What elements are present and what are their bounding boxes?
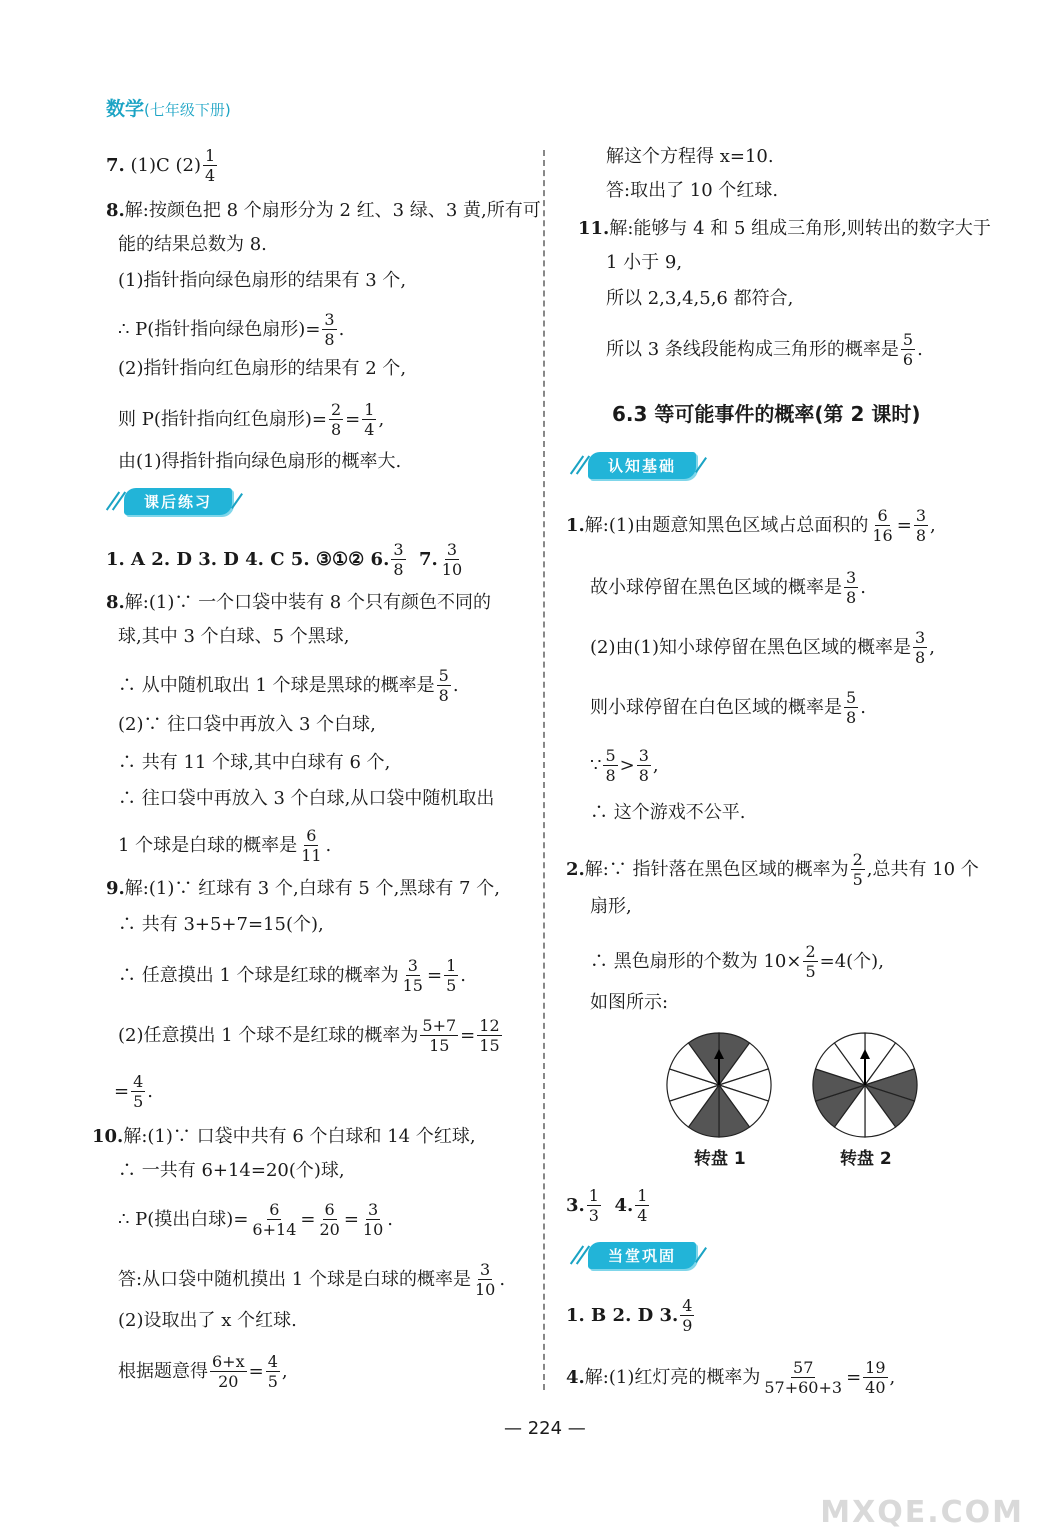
fraction: $\frac{57}{57+60+3}$	[764, 1358, 843, 1397]
spinner-1-figure	[664, 1030, 774, 1140]
fraction: $\frac{3}{8}$	[393, 540, 404, 579]
q8a-line-4: ∴ P(指针指向绿色扇形)= $\frac{3}{8}$ .	[118, 310, 345, 349]
fraction: $\frac{12}{15}$	[479, 1016, 500, 1055]
slash-decoration	[572, 1240, 588, 1270]
fraction: $\frac{2}{5}$	[805, 942, 816, 981]
right-line-1: 解这个方程得 x=10.	[606, 146, 774, 167]
q9-line-4: (2)任意摸出 1 个球不是红球的概率为 $\frac{5+7}{15}$ = $\frac{12}{15}$	[118, 1016, 500, 1055]
banner-basic-knowledge: 认知基础	[572, 450, 712, 480]
fraction: $\frac{3}{8}$	[915, 506, 926, 545]
banner-in-class-review: 当堂巩固	[572, 1240, 712, 1270]
p2-line-1: 2. 解:∵ 指针落在黑色区域的概率为 $\frac{2}{5}$ ,总共有 10 个	[566, 850, 979, 889]
p2-line-2: 扇形,	[590, 896, 632, 917]
p1-line-5: ∵ $\frac{5}{8}$ > $\frac{3}{8}$ ,	[590, 746, 659, 785]
slash-decoration	[108, 486, 124, 516]
fraction: $\frac{5+7}{15}$	[422, 1016, 457, 1055]
fraction: $\frac{6}{6+14}$	[252, 1200, 297, 1239]
fraction: $\frac{3}{8}$	[324, 310, 335, 349]
q8b-line-3: ∴ 从中随机取出 1 个球是黑球的概率是 $\frac{5}{8}$ .	[118, 666, 459, 705]
q9-line-1: 9. 解:(1)∵ 红球有 3 个,白球有 5 个,黑球有 7 个,	[106, 878, 500, 899]
q8a-line-6: 则 P(指针指向红色扇形)= $\frac{2}{8}$ = $\frac{1}{4}$ ,	[118, 400, 385, 439]
section-title: 6.3 等可能事件的概率(第 2 课时)	[612, 402, 921, 426]
q8b-line-1: 8. 解:(1)∵ 一个口袋中装有 8 个只有颜色不同的	[106, 592, 491, 613]
fraction: $\frac{3}{10}$	[362, 1200, 384, 1239]
p1-line-3: (2)由(1)知小球停留在黑色区域的概率是 $\frac{3}{8}$ ,	[590, 628, 935, 667]
fraction: $\frac{2}{5}$	[852, 850, 863, 889]
q10-line-6: 根据题意得 $\frac{6+x}{20}$ = $\frac{4}{5}$ ,	[118, 1352, 288, 1391]
fraction: $\frac{1}{4}$	[205, 146, 216, 185]
p2-line-4: 如图所示:	[590, 992, 669, 1013]
q9-line-5: = $\frac{4}{5}$ .	[114, 1072, 154, 1111]
fraction: $\frac{6+x}{20}$	[212, 1352, 245, 1391]
q10-line-2: ∴ 一共有 6+14=20(个)球,	[118, 1160, 345, 1181]
fraction: $\frac{3}{8}$	[638, 746, 649, 785]
fraction: $\frac{5}{6}$	[902, 330, 914, 369]
q8b-line-5: ∴ 共有 11 个球,其中白球有 6 个,	[118, 752, 391, 773]
q10-line-1: 10. 解:(1)∵ 口袋中共有 6 个白球和 14 个红球,	[92, 1126, 476, 1147]
q10-line-3: ∴ P(摸出白球)= $\frac{6}{6+14}$ = $\frac{6}{20}$ = $\frac{3}{10}$ .	[118, 1200, 394, 1239]
column-divider	[543, 150, 545, 1390]
slash-decoration	[696, 450, 712, 480]
fraction: $\frac{1}{3}$	[588, 1186, 599, 1225]
q8a-line-2: 能的结果总数为 8.	[118, 234, 267, 255]
header-grade: (七年级下册)	[144, 101, 231, 119]
answers-row-2: 1. B 2. D 3. $\frac{4}{9}$	[566, 1296, 693, 1335]
fraction: $\frac{5}{8}$	[605, 746, 616, 785]
fraction: $\frac{6}{16}$	[872, 506, 893, 545]
fraction: $\frac{19}{40}$	[865, 1358, 886, 1397]
q8b-line-2: 球,其中 3 个白球、5 个黑球,	[118, 626, 350, 647]
q8a-line-3: (1)指针指向绿色扇形的结果有 3 个,	[118, 270, 407, 291]
q9-line-2: ∴ 共有 3+5+7=15(个),	[118, 914, 324, 935]
q7-line: 7. (1)C (2) $\frac{1}{4}$	[106, 146, 216, 185]
q8b-line-4: (2)∵ 往口袋中再放入 3 个白球,	[118, 714, 376, 735]
answers-3-4: 3. $\frac{1}{3}$ 4. $\frac{1}{4}$	[566, 1186, 648, 1225]
p2-line-3: ∴ 黑色扇形的个数为 10× $\frac{2}{5}$ =4(个),	[590, 942, 884, 981]
slash-decoration	[232, 486, 248, 516]
q8a-line-1: 8. 解:按颜色把 8 个扇形分为 2 红、3 绿、3 黄,所有可	[106, 200, 541, 221]
p1-line-2: 故小球停留在黑色区域的概率是 $\frac{3}{8}$ .	[590, 568, 866, 607]
fraction: $\frac{3}{8}$	[846, 568, 857, 607]
q11-line-1: 11. 解:能够与 4 和 5 组成三角形,则转出的数字大于	[578, 218, 991, 239]
q11-line-3: 所以 2,3,4,5,6 都符合,	[606, 288, 794, 309]
fraction: $\frac{3}{15}$	[402, 956, 423, 995]
slash-decoration	[572, 450, 588, 480]
header-subject: 数学	[106, 98, 145, 120]
fraction: $\frac{5}{8}$	[438, 666, 449, 705]
page-number: — 224 —	[504, 1418, 586, 1439]
q10-line-5: (2)设取出了 x 个红球.	[118, 1310, 297, 1331]
fraction: $\frac{6}{11}$	[301, 826, 322, 865]
q8b-line-7: 1 个球是白球的概率是 $\frac{6}{11}$ .	[118, 826, 332, 865]
banner-after-class: 课后练习	[108, 486, 248, 516]
p1-line-1: 1. 解:(1)由题意知黑色区域占总面积的 $\frac{6}{16}$ = $\frac{3}{8}$ ,	[566, 506, 936, 545]
q8a-line-5: (2)指针指向红色扇形的结果有 2 个,	[118, 358, 407, 379]
watermark: MXQE.COM	[820, 1495, 1024, 1530]
q8b-line-6: ∴ 往口袋中再放入 3 个白球,从口袋中随机取出	[118, 788, 495, 809]
p4-line-1: 4. 解:(1)红灯亮的概率为 $\frac{57}{57+60+3}$ = $\frac{19}{40}$ ,	[566, 1358, 896, 1397]
fraction: $\frac{2}{8}$	[330, 400, 342, 439]
slash-decoration	[696, 1240, 712, 1270]
fraction: $\frac{6}{20}$	[319, 1200, 340, 1239]
q10-line-4: 答:从口袋中随机摸出 1 个球是白球的概率是 $\frac{3}{10}$ .	[118, 1260, 506, 1299]
fraction: $\frac{5}{8}$	[846, 688, 857, 727]
fraction: $\frac{3}{10}$	[441, 540, 463, 579]
q8a-line-7: 由(1)得指针指向绿色扇形的概率大.	[118, 451, 402, 472]
page-header	[106, 94, 231, 121]
spinner-2-caption: 转盘 2	[840, 1149, 892, 1169]
fraction: $\frac{4}{9}$	[682, 1296, 693, 1335]
p1-line-4: 则小球停留在白色区域的概率是 $\frac{5}{8}$ .	[590, 688, 866, 727]
fraction: $\frac{4}{5}$	[133, 1072, 144, 1111]
q11-line-2: 1 小于 9,	[606, 252, 683, 273]
fraction: $\frac{1}{4}$	[364, 400, 375, 439]
right-line-2: 答:取出了 10 个红球.	[606, 180, 779, 201]
fraction: $\frac{1}{5}$	[446, 956, 457, 995]
spinner-2-figure	[810, 1030, 920, 1140]
answers-row: 1. A 2. D 3. D 4. C 5. ③①② 6. $\frac{3}{8}$ 7. $\frac{3}{10}$	[106, 540, 463, 579]
q11-line-4: 所以 3 条线段能构成三角形的概率是 $\frac{5}{6}$ .	[606, 330, 923, 369]
fraction: $\frac{3}{8}$	[915, 628, 926, 667]
fraction: $\frac{3}{10}$	[474, 1260, 496, 1299]
fraction: $\frac{4}{5}$	[267, 1352, 278, 1391]
fraction: $\frac{1}{4}$	[637, 1186, 648, 1225]
p1-line-6: ∴ 这个游戏不公平.	[590, 802, 746, 823]
spinner-1-caption: 转盘 1	[694, 1149, 746, 1169]
q9-line-3: ∴ 任意摸出 1 个球是红球的概率为 $\frac{3}{15}$ = $\frac{1}{5}$ .	[118, 956, 466, 995]
